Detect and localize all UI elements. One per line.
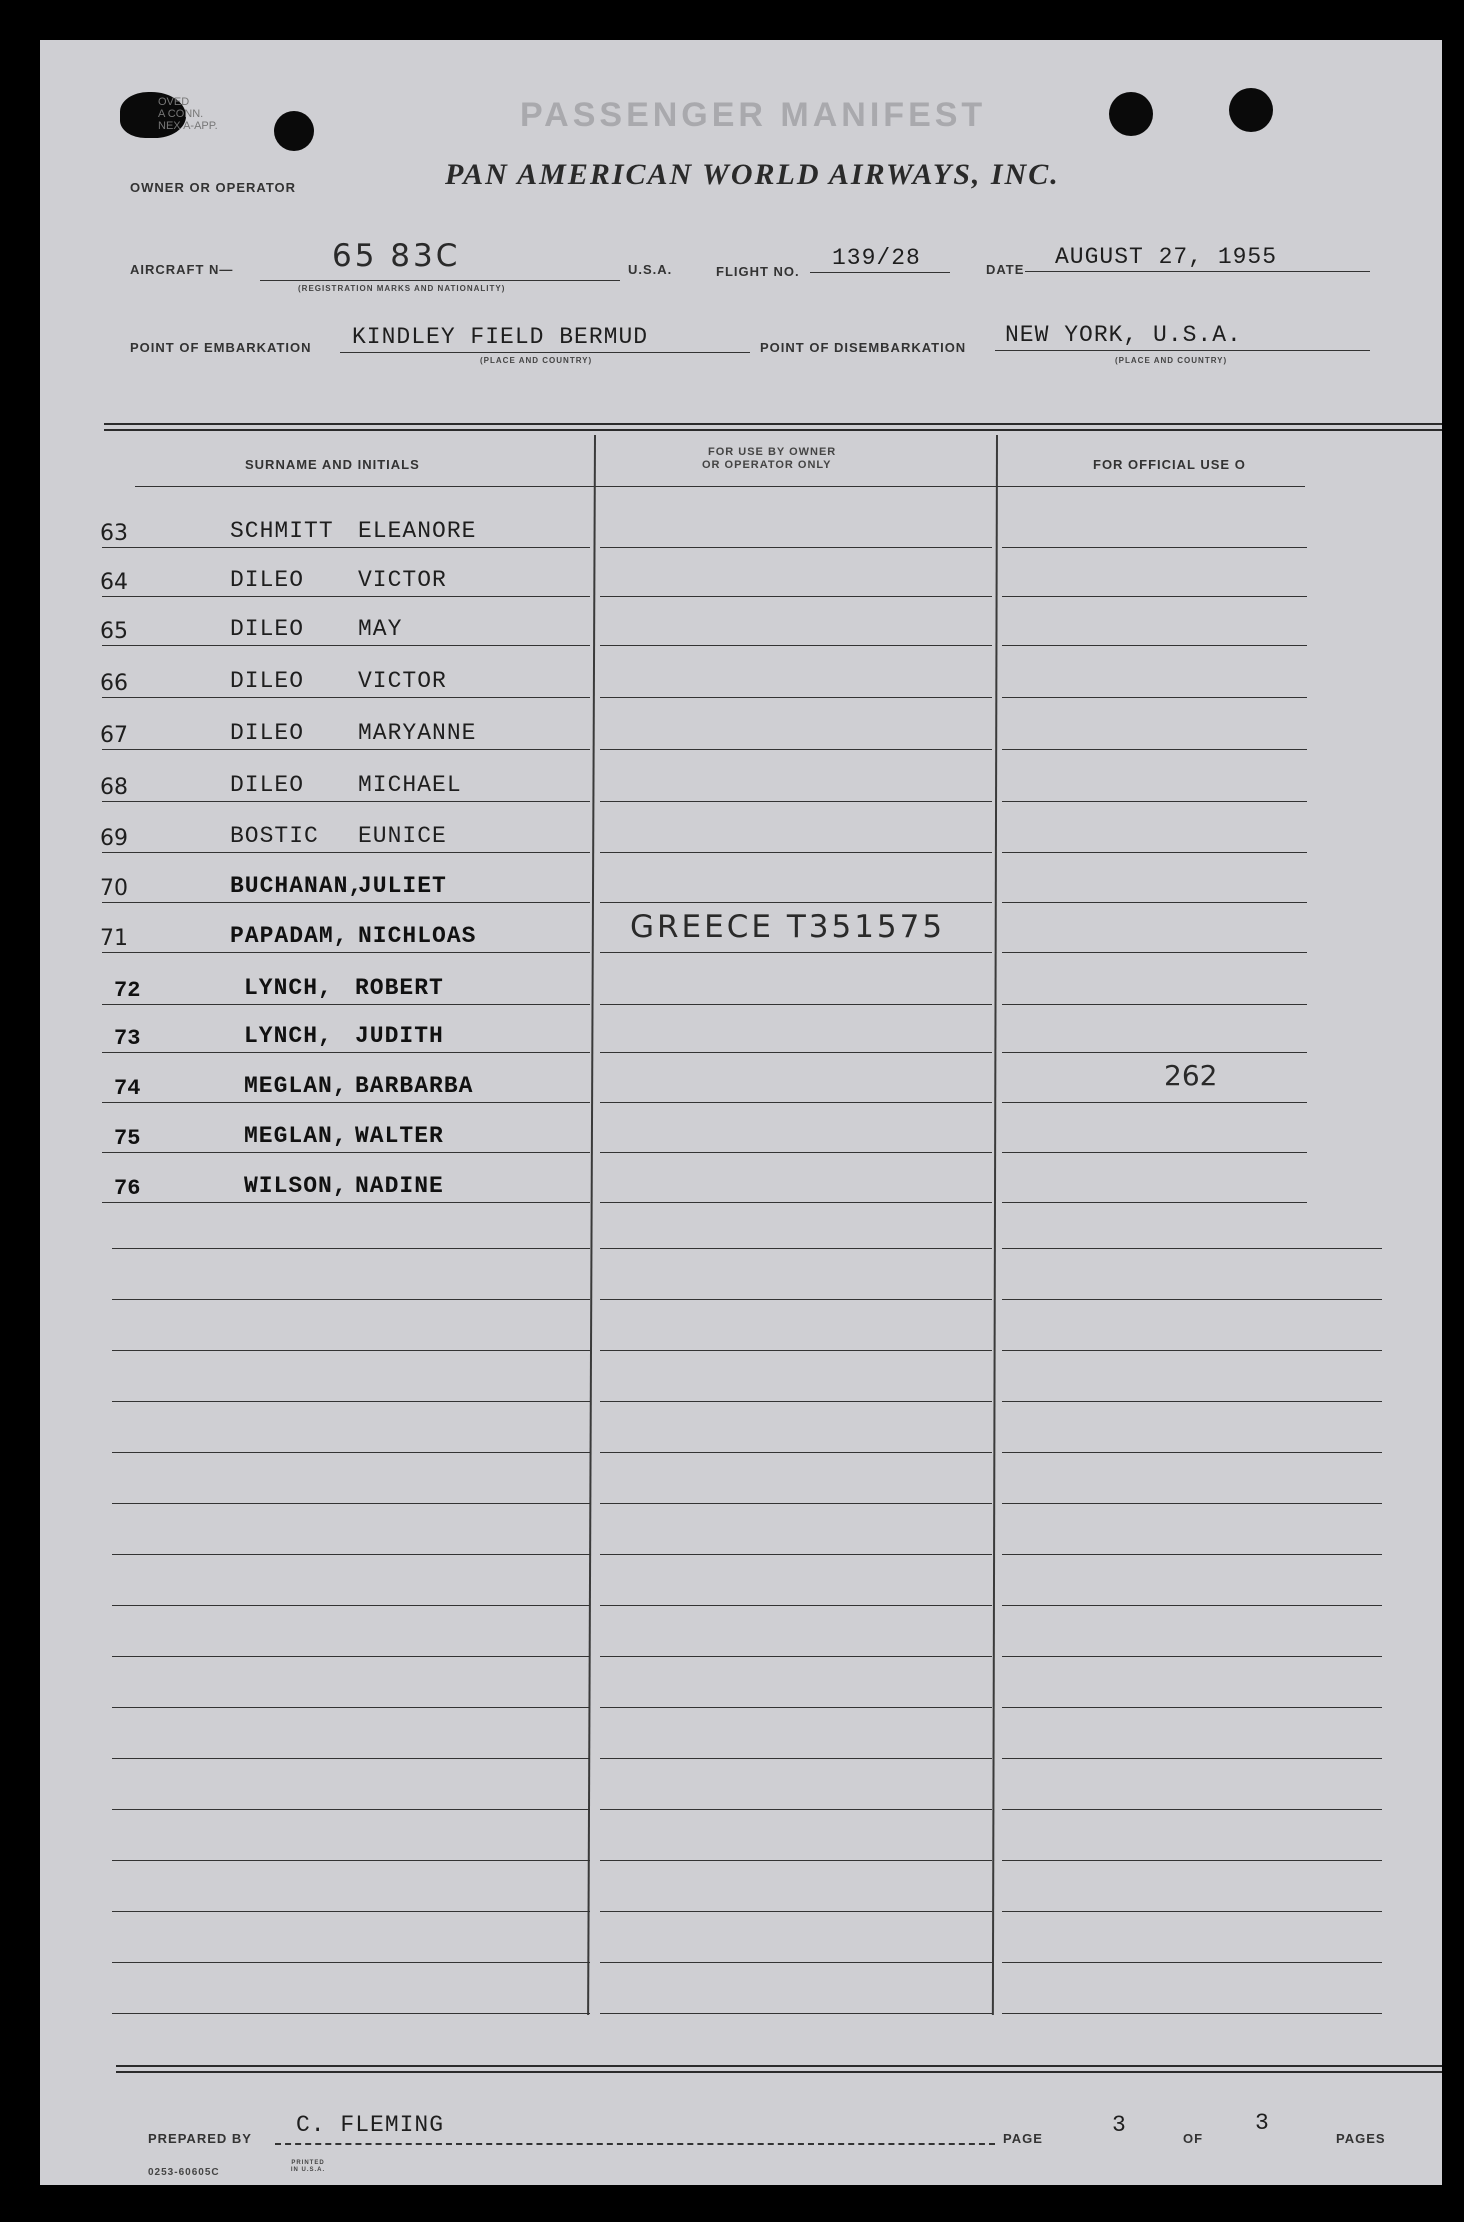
row-rule — [1002, 547, 1307, 548]
column-header-surname: SURNAME AND INITIALS — [245, 457, 420, 472]
blank-rule — [112, 1605, 590, 1606]
passenger-given-name: ELEANORE — [358, 518, 477, 544]
passenger-given-name: EUNICE — [358, 823, 447, 849]
row-rule — [102, 1052, 590, 1053]
disembarkation-value: NEW YORK, U.S.A. — [1005, 322, 1242, 348]
embarkation-value: KINDLEY FIELD BERMUD — [352, 324, 649, 350]
blank-rule — [600, 1452, 992, 1453]
row-rule — [1002, 596, 1307, 597]
row-rule — [600, 645, 992, 646]
column-divider-2 — [992, 435, 998, 2015]
blank-rule — [112, 1707, 590, 1708]
passenger-given-name: JULIET — [358, 873, 447, 899]
punch-hole-center — [1109, 92, 1153, 136]
row-rule — [1002, 1202, 1307, 1203]
row-rule — [1002, 952, 1307, 953]
table-top-rule-1 — [104, 423, 1442, 425]
row-rule — [102, 1102, 590, 1103]
blank-rule — [112, 1809, 590, 1810]
row-rule — [600, 596, 992, 597]
blank-rule — [600, 1758, 992, 1759]
row-rule — [102, 801, 590, 802]
row-rule — [102, 1202, 590, 1203]
blank-rule — [112, 1299, 590, 1300]
blank-rule — [600, 1656, 992, 1657]
blank-rule — [112, 1350, 590, 1351]
blank-rule — [1002, 1452, 1382, 1453]
stamp-line-3: NEX A-APP. — [158, 120, 218, 132]
passenger-given-name: MAY — [358, 616, 403, 642]
row-number: 66 — [100, 671, 128, 696]
row-rule — [102, 952, 590, 953]
passenger-surname: MEGLAN, — [244, 1073, 348, 1099]
printer-mark: PRINTED IN U.S.A. — [290, 2160, 326, 2173]
passenger-given-name: BARBARBA — [355, 1073, 474, 1099]
column-divider-1 — [587, 435, 596, 2015]
row-rule — [600, 547, 992, 548]
prepared-by-label: PREPARED BY — [148, 2131, 252, 2146]
airline-name: PAN AMERICAN WORLD AIRWAYS, INC. — [445, 158, 1060, 191]
blank-rule — [1002, 1350, 1382, 1351]
blank-rule — [1002, 1962, 1382, 1963]
row-number: 68 — [100, 775, 128, 800]
official-note: 262 — [1164, 1059, 1218, 1092]
row-rule — [600, 1202, 992, 1203]
blank-rule — [112, 2013, 590, 2014]
flight-underline — [810, 272, 950, 273]
passenger-surname: SCHMITT — [230, 518, 334, 544]
row-rule — [1002, 902, 1307, 903]
date-underline — [1025, 271, 1370, 272]
header-underline — [135, 486, 1305, 487]
row-rule — [1002, 1004, 1307, 1005]
blank-rule — [112, 1656, 590, 1657]
blank-rule — [112, 1911, 590, 1912]
pages-label: PAGES — [1336, 2131, 1386, 2146]
passenger-given-name: ROBERT — [355, 975, 444, 1001]
row-rule — [102, 749, 590, 750]
column-header-owner-use-2: OR OPERATOR ONLY — [702, 459, 832, 471]
passenger-given-name: MICHAEL — [358, 772, 462, 798]
blank-rule — [1002, 1248, 1382, 1249]
row-rule — [1002, 749, 1307, 750]
flight-number-value: 139/28 — [832, 245, 921, 271]
passenger-given-name: NADINE — [355, 1173, 444, 1199]
passenger-surname: LYNCH, — [244, 1023, 333, 1049]
row-rule — [102, 645, 590, 646]
blank-rule — [112, 1503, 590, 1504]
approval-stamp — [158, 96, 218, 132]
row-rule — [102, 697, 590, 698]
column-header-owner-use-1: FOR USE BY OWNER — [708, 446, 837, 458]
passenger-surname: DILEO — [230, 567, 305, 593]
registration-caption: (REGISTRATION MARKS AND NATIONALITY) — [298, 284, 506, 293]
blank-rule — [600, 1248, 992, 1249]
flight-number-label: FLIGHT NO. — [716, 264, 800, 279]
table-bottom-rule-1 — [116, 2065, 1442, 2067]
row-rule — [1002, 852, 1307, 853]
row-rule — [1002, 1102, 1307, 1103]
passenger-surname: DILEO — [230, 772, 305, 798]
passenger-given-name: WALTER — [355, 1123, 444, 1149]
prepared-by-value: C. FLEMING — [296, 2112, 445, 2138]
passenger-surname: DILEO — [230, 720, 305, 746]
blank-rule — [1002, 2013, 1382, 2014]
blank-rule — [600, 1350, 992, 1351]
row-rule — [102, 1152, 590, 1153]
page-label: PAGE — [1003, 2131, 1043, 2146]
blank-rule — [1002, 1707, 1382, 1708]
passenger-surname: DILEO — [230, 616, 305, 642]
blank-rule — [1002, 1809, 1382, 1810]
blank-rule — [600, 1503, 992, 1504]
row-rule — [1002, 1152, 1307, 1153]
row-number: 75 — [114, 1126, 141, 1151]
row-rule — [600, 952, 992, 953]
date-label: DATE — [986, 262, 1025, 277]
aircraft-value: 65 83C — [332, 238, 461, 274]
punch-hole-left — [274, 111, 314, 151]
row-rule — [600, 749, 992, 750]
row-rule — [102, 596, 590, 597]
disembarkation-underline — [995, 350, 1370, 351]
blank-rule — [600, 1401, 992, 1402]
passenger-surname: WILSON, — [244, 1173, 348, 1199]
blank-rule — [112, 1248, 590, 1249]
blank-rule — [1002, 1911, 1382, 1912]
passenger-given-name: NICHLOAS — [358, 923, 477, 949]
disembarkation-label: POINT OF DISEMBARKATION — [760, 340, 967, 355]
row-number: 76 — [114, 1176, 141, 1201]
row-rule — [102, 547, 590, 548]
row-rule — [1002, 645, 1307, 646]
passenger-surname: DILEO — [230, 668, 305, 694]
embarkation-caption: (PLACE AND COUNTRY) — [480, 356, 593, 365]
blank-rule — [600, 1911, 992, 1912]
row-rule — [600, 1052, 992, 1053]
blank-rule — [1002, 1758, 1382, 1759]
passenger-surname: MEGLAN, — [244, 1123, 348, 1149]
blank-rule — [600, 1962, 992, 1963]
blank-rule — [600, 1707, 992, 1708]
blank-rule — [1002, 1503, 1382, 1504]
row-rule — [102, 852, 590, 853]
prepared-by-underline — [275, 2143, 995, 2145]
blank-rule — [112, 1758, 590, 1759]
row-rule — [1002, 801, 1307, 802]
row-rule — [600, 852, 992, 853]
row-rule — [1002, 1052, 1307, 1053]
blank-rule — [112, 1962, 590, 1963]
blank-rule — [1002, 1860, 1382, 1861]
blank-rule — [600, 1605, 992, 1606]
blank-rule — [112, 1452, 590, 1453]
row-number: 64 — [100, 570, 128, 595]
blank-rule — [600, 2013, 992, 2014]
owner-note: GREECE T351575 — [630, 909, 946, 945]
of-label: OF — [1183, 2131, 1204, 2146]
page-number: 3 — [1112, 2112, 1127, 2138]
aircraft-label: AIRCRAFT N— — [130, 262, 234, 277]
table-top-rule-2 — [104, 429, 1442, 431]
row-number: 67 — [100, 723, 128, 748]
blank-rule — [600, 1860, 992, 1861]
row-rule — [102, 1004, 590, 1005]
blank-rule — [112, 1401, 590, 1402]
passenger-given-name: VICTOR — [358, 668, 447, 694]
manifest-page — [40, 40, 1442, 2185]
blank-rule — [112, 1554, 590, 1555]
date-value: AUGUST 27, 1955 — [1055, 244, 1278, 270]
passenger-given-name: JUDITH — [355, 1023, 444, 1049]
row-number: 69 — [100, 826, 128, 851]
row-rule — [102, 902, 590, 903]
form-code: 0253-60605C — [148, 2167, 220, 2178]
passenger-surname: LYNCH, — [244, 975, 333, 1001]
row-number: 70 — [100, 876, 128, 901]
row-rule — [600, 902, 992, 903]
blank-rule — [1002, 1656, 1382, 1657]
row-rule — [1002, 697, 1307, 698]
row-number: 65 — [100, 619, 128, 644]
passenger-surname: BOSTIC — [230, 823, 319, 849]
blank-rule — [1002, 1554, 1382, 1555]
row-rule — [600, 801, 992, 802]
embarkation-underline — [340, 352, 750, 353]
aircraft-underline — [260, 280, 620, 281]
row-number: 63 — [100, 521, 128, 546]
row-rule — [600, 1004, 992, 1005]
row-rule — [600, 1102, 992, 1103]
passenger-surname: PAPADAM, — [230, 923, 349, 949]
blank-rule — [1002, 1401, 1382, 1402]
row-number: 74 — [114, 1076, 141, 1101]
owner-label: OWNER OR OPERATOR — [130, 180, 297, 195]
row-rule — [600, 1152, 992, 1153]
blank-rule — [600, 1554, 992, 1555]
stamp-line-2: A CONN. — [158, 108, 204, 120]
total-pages: 3 — [1255, 2110, 1270, 2136]
row-number: 71 — [100, 926, 128, 951]
row-number: 73 — [114, 1026, 141, 1051]
embarkation-label: POINT OF EMBARKATION — [130, 340, 312, 355]
passenger-given-name: VICTOR — [358, 567, 447, 593]
blank-rule — [112, 1860, 590, 1861]
blank-rule — [1002, 1299, 1382, 1300]
table-bottom-rule-2 — [116, 2071, 1442, 2073]
form-title: PASSENGER MANIFEST — [520, 96, 987, 134]
usa-label: U.S.A. — [628, 262, 673, 277]
blank-rule — [1002, 1605, 1382, 1606]
passenger-surname: BUCHANAN, — [230, 873, 364, 899]
stamp-line-1: OVED — [158, 96, 190, 108]
punch-hole-right — [1229, 88, 1273, 132]
blank-rule — [600, 1809, 992, 1810]
blank-rule — [600, 1299, 992, 1300]
row-number: 72 — [114, 978, 141, 1003]
passenger-given-name: MARYANNE — [358, 720, 477, 746]
column-header-official-use: FOR OFFICIAL USE O — [1093, 457, 1246, 472]
row-rule — [600, 697, 992, 698]
disembarkation-caption: (PLACE AND COUNTRY) — [1115, 356, 1228, 365]
